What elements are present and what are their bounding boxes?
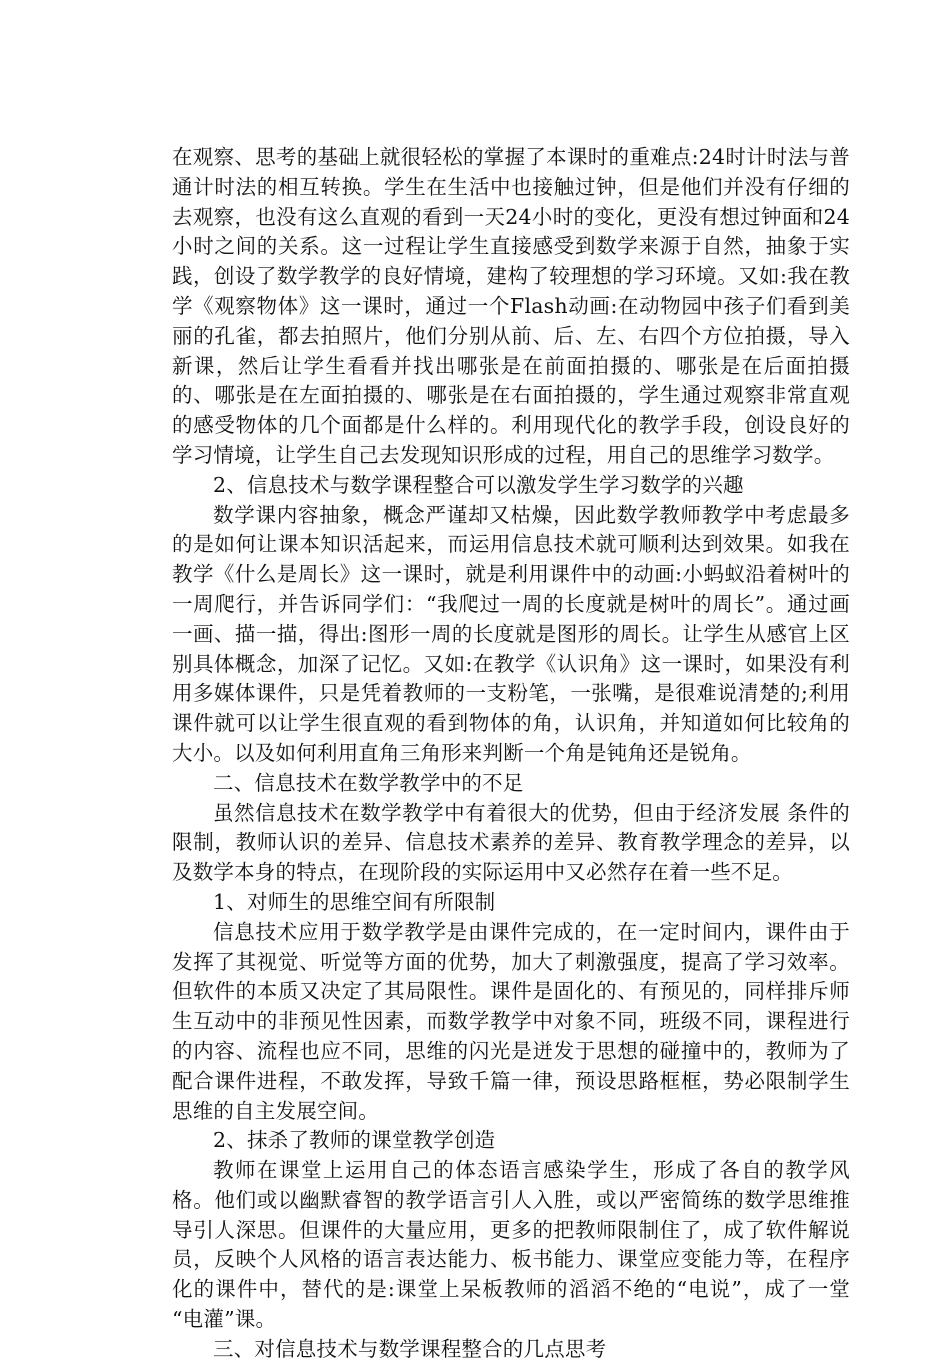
paragraph-teacher-creativity: 教师在课堂上运用自己的体态语言感染学生，形成了各自的教学风格。他们或以幽默睿智的教学语言引人入胜，或以严密简练的数学思维推导引人深思。但课件的大量应用，更多的把教师限制住了，成了软件解说员，反映个人风格的语言表达能力、板书能力、课堂应变能力等，在程序化的课件中，替代的是:课堂上呆板教师的滔滔不绝的“电说”，成了一堂 “电灌”课。 <box>172 1158 850 1332</box>
paragraph-continuation: 在观察、思考的基础上就很轻松的掌握了本课时的重难点:24时计时法与普通计时法的相互转换。学生在生活中也接触过钟，但是他们并没有仔细的去观察，也没有这么直观的看到一天24小时的变化，更没有想过钟面和24小时之间的关系。这一过程让学生直接感受到数学来源于自然，抽象于实践，创设了数学教学的良好情境，建构了较理想的学习环境。又如:我在教学《观察物体》这一课时，通过一个Flash动画:在动物园中孩子们看到美丽的孔雀，都去拍照片，他们分别从前、后、左、右四个方位拍摄，导入新课，然后让学生看看并找出哪张是在前面拍摄的、哪张是在后面拍摄的、哪张是在左面拍摄的、哪张是在右面拍摄的，学生通过观察非常直观的感受物体的几个面都是什么样的。利用现代化的教学手段，创设良好的学习情境，让学生自己去发现知识形成的过程，用自己的思维学习数学。 <box>172 145 850 467</box>
subheading-thinking-space: 1、对师生的思维空间有所限制 <box>213 889 496 914</box>
paragraph-shortcomings-intro: 虽然信息技术在数学教学中有着很大的优势，但由于经济发展 条件的限制，教师认识的差异、信息技术素养的差异、教育教学理念的差异，以及数学本身的特点，在现阶段的实际运用中又必然存在着一些不足。 <box>172 800 850 885</box>
paragraph-thinking-space: 信息技术应用于数学教学是由课件完成的，在一定时间内，课件由于发挥了其视觉、听觉等方面的优势，加大了刺激强度，提高了学习效率。但软件的本质又决定了其局限性。课件是固化的、有预见的，同样排斥师生互动中的非预见性因素，而数学教学中对象不同，班级不同，课程进行的内容、流程也应不同，思维的闪光是迸发于思想的碰撞中的，教师为了配合课件进程，不敢发挥，导致千篇一律，预设思路框框，势必限制学生思维的自主发展空间。 <box>172 919 850 1123</box>
subheading-teacher-creativity: 2、抹杀了教师的课堂教学创造 <box>213 1128 496 1153</box>
section-heading-shortcomings: 二、信息技术在数学教学中的不足 <box>213 770 524 795</box>
section-heading-reflections: 三、对信息技术与数学课程整合的几点思考 <box>213 1336 607 1361</box>
paragraph-interest: 数学课内容抽象，概念严谨却又枯燥，因此数学教师教学中考虑最多的是如何让课本知识活起来，而运用信息技术就可顺利达到效果。如我在教学《什么是周长》这一课时，就是利用课件中的动画:小蚂蚁沿着树叶的一周爬行，并告诉同学们：“我爬过一周的长度就是树叶的周长”。通过画一画、描一描，得出:图形一周的长度就是图形的周长。让学生从感官上区别具体概念，加深了记忆。又如:在教学《认识角》这一课时，如果没有利用多媒体课件，只是凭着教师的一支粉笔，一张嘴，是很难说清楚的;利用课件就可以让学生很直观的看到物体的角，认识角，并知道如何比较角的大小。以及如何利用直角三角形来判断一个角是钝角还是锐角。 <box>172 502 850 765</box>
subheading-interest: 2、信息技术与数学课程整合可以激发学生学习数学的兴趣 <box>213 472 744 497</box>
document-body <box>172 143 850 1365</box>
